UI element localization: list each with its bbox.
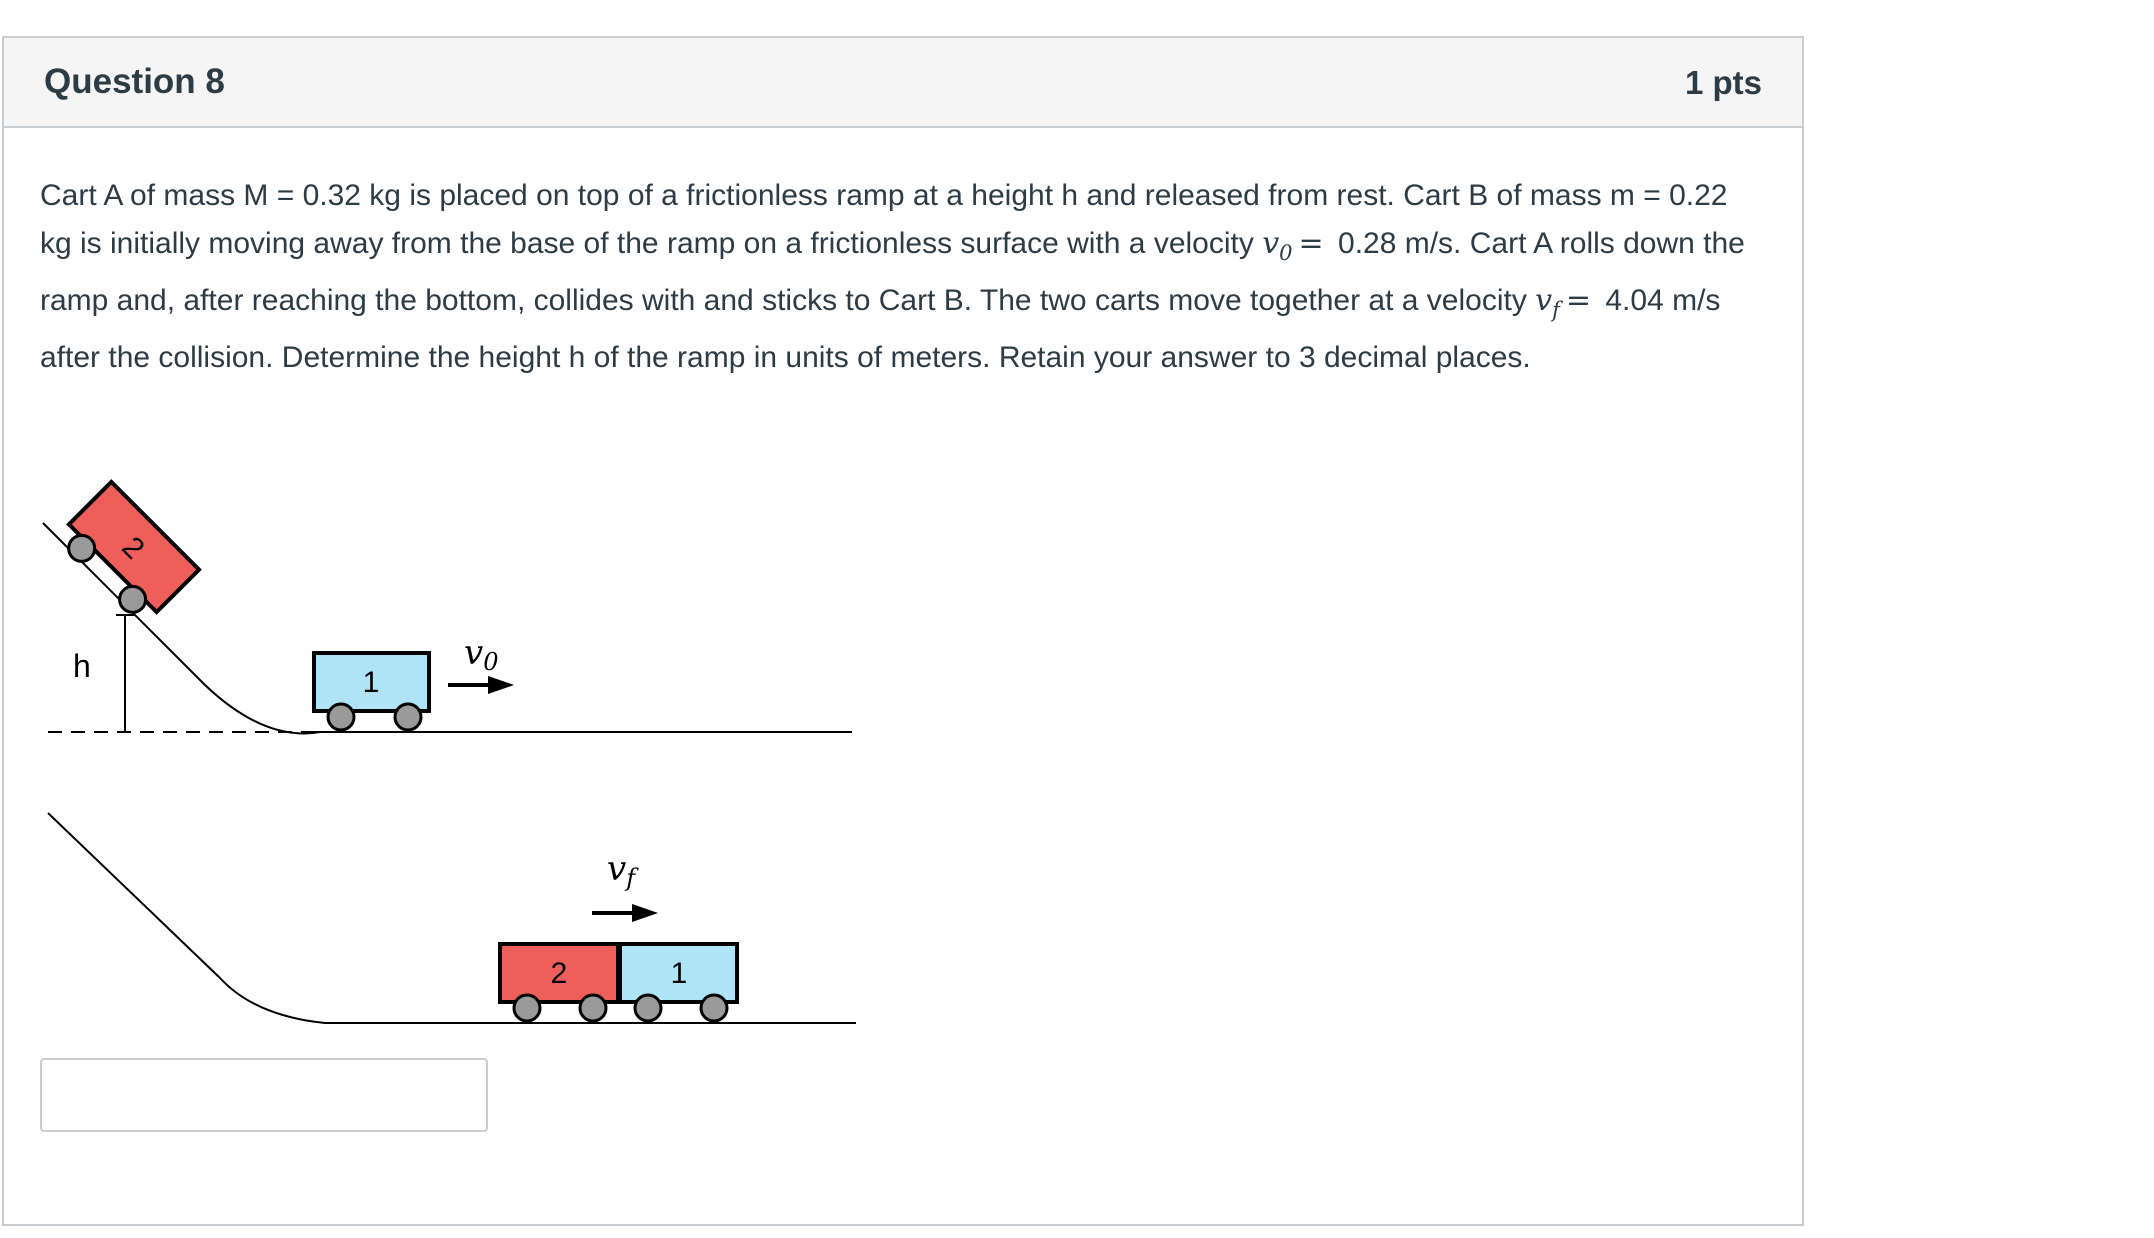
cart-b-top [314, 653, 429, 730]
wheel [328, 704, 354, 730]
equals-sign: = [1298, 226, 1324, 261]
wheel [395, 704, 421, 730]
cart-a-label: 2 [550, 957, 568, 990]
equals-sign: = [1565, 283, 1592, 318]
ramp-bottom [48, 813, 325, 1023]
v0-arrow-head [488, 676, 514, 694]
wheel [635, 995, 661, 1021]
cart-a-top [54, 482, 199, 627]
vf-label: vf [607, 849, 636, 892]
question-header [4, 38, 1802, 128]
cart-a-bottom [500, 944, 618, 1021]
wheel [514, 995, 540, 1021]
ramp-diagram [40, 470, 880, 1030]
question-text-part-1: Cart A of mass M = 0.32 kg is placed on top of a frictionless ramp at a height h and released from rest. Cart B of mass m = 0.22 kg is initially moving away from the base of the ramp on a frictionless surface with a velocity [40, 179, 1728, 260]
vf-arrow-head [632, 904, 658, 922]
v0-symbol: $v_0$ [1262, 226, 1293, 265]
v0-label: v0 [464, 633, 499, 676]
question-text [40, 172, 1760, 382]
cart-a-label: 2 [115, 530, 151, 566]
vf-symbol: $v_f$ [1535, 283, 1560, 322]
question-text-part-3: 4.04 m/s after the collision. Determine the height h of the ramp in units of meters. Retain your answer to 3 decimal places. [40, 284, 1721, 374]
question-text-part-2: 0.28 m/s. Cart A rolls down the ramp and, after reaching the bottom, collides with and sticks to Cart B. The two carts move together at a velocity [40, 227, 1745, 317]
cart-b-label: 1 [670, 957, 688, 990]
wheel [580, 995, 606, 1021]
cart-b-label: 1 [362, 666, 380, 699]
cart-b-bottom [620, 944, 737, 1021]
question-points: 1 pts [1684, 64, 1762, 101]
height-label: h [73, 648, 91, 684]
wheel [701, 995, 727, 1021]
question-title: Question 8 [44, 62, 225, 101]
answer-input[interactable] [40, 1058, 488, 1132]
